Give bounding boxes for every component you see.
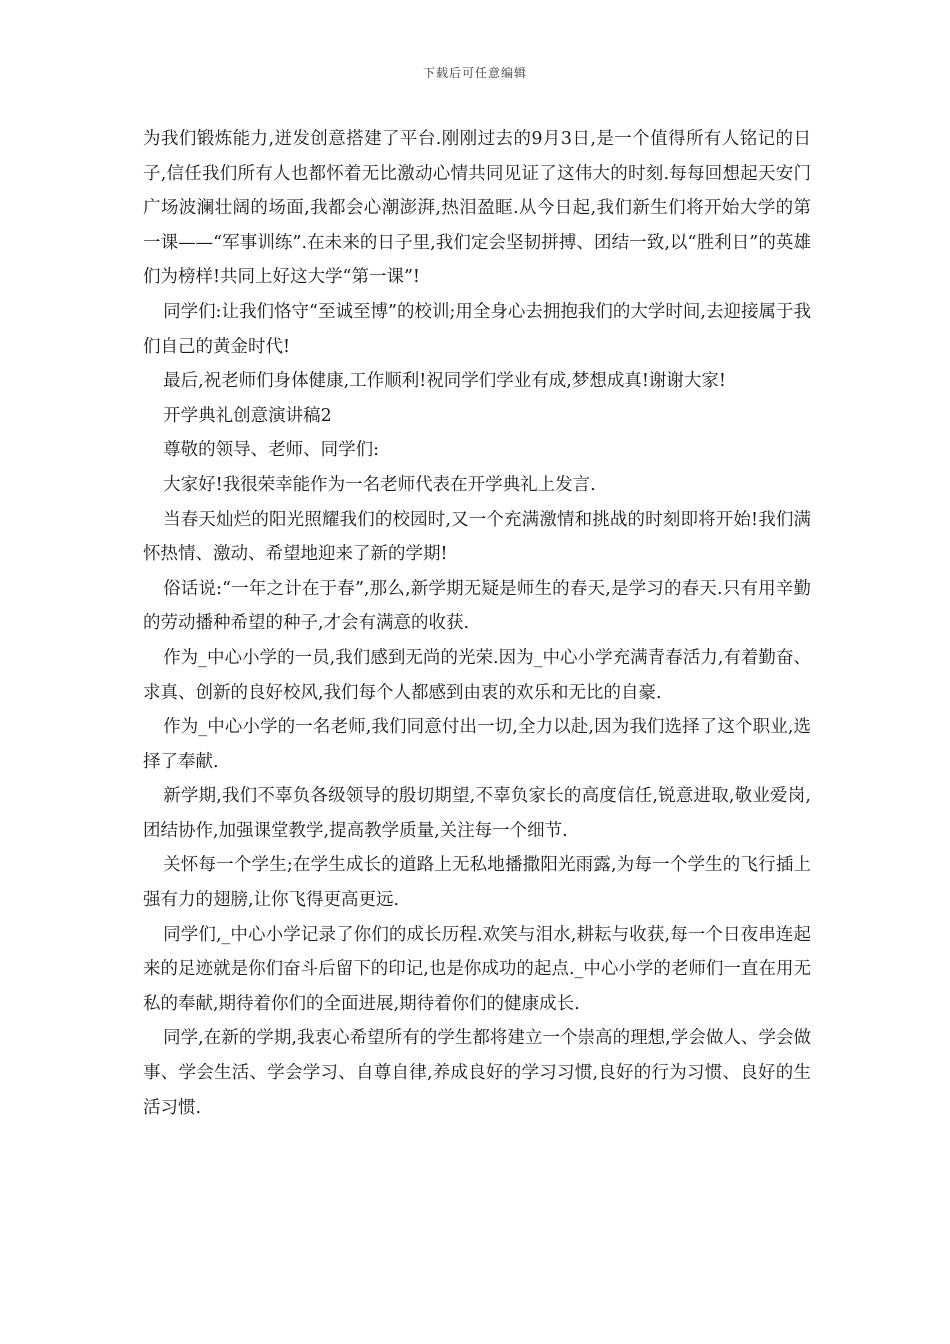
paragraph: 大家好!我很荣幸能作为一名老师代表在开学典礼上发言. (163, 474, 596, 495)
header-note: 下载后可任意编辑 (422, 66, 527, 80)
paragraph: 同学,在新的学期,我衷心希望所有的学生都将建立一个崇高的理想,学会做人、学会做事、学会生活、学会学习、自尊自律,养成良好的学习习惯,良好的行为习惯、良好的生活习惯. (143, 1028, 811, 1118)
paragraph: 俗话说:“一年之计在于春”,那么,新学期无疑是师生的春天,是学习的春天.只有用辛勤的劳动播种希望的种子,才会有满意的收获. (143, 578, 811, 634)
paragraph: 关怀每一个学生;在学生成长的道路上无私地播撒阳光雨露,为每一个学生的飞行插上强有力的翅膀,让你飞得更高更远. (143, 855, 811, 911)
paragraph: 新学期,我们不辜负各级领导的殷切期望,不辜负家长的高度信任,锐意进取,敬业爱岗,团结协作,加强课堂教学,提高教学质量,关注每一个细节. (143, 786, 811, 841)
paragraph: 当春天灿烂的阳光照耀我们的校园时,又一个充满激情和挑战的时刻即将开始!我们满怀热情、激动、希望地迎来了新的学期! (143, 509, 811, 565)
section-title: 开学典礼创意演讲稿2 (163, 405, 332, 426)
paragraph: 同学们:让我们恪守“至诚至博”的校训;用全身心去拥抱我们的大学时间,去迎接属于我们自己的黄金时代! (143, 301, 811, 357)
paragraph: 作为_中心小学的一员,我们感到无尚的光荣.因为_中心小学充满青春活力,有着勤奋、求真、创新的良好校风,我们每个人都感到由衷的欢乐和无比的自豪. (143, 647, 811, 703)
body-text (143, 122, 811, 1125)
paragraph: 最后,祝老师们身体健康,工作顺利!祝同学们学业有成,梦想成真!谢谢大家! (163, 371, 726, 392)
paragraph: 同学们,_中心小学记录了你们的成长历程.欢笑与泪水,耕耘与收获,每一个日夜串连起来的足迹就是你们奋斗后留下的印记,也是你成功的起点._中心小学的老师们一直在用无私的奉献,期待着你们的全面进展,期待着你们的健康成长. (143, 924, 811, 1014)
paragraph: 为我们锻炼能力,迸发创意搭建了平台.刚刚过去的9月3日,是一个值得所有人铭记的日子,信任我们所有人也都怀着无比激动心情共同见证了这伟大的时刻.每每回想起天安门广场波澜壮阔的场面,我都会心潮澎湃,热泪盈眶.从今日起,我们新生们将开始大学的第一课——“军事训练”.在未来的日子里,我们定会坚韧拼搏、团结一致,以“胜利日”的英雄们为榜样!共同上好这大学“第一课”! (143, 129, 811, 288)
paragraph: 作为_中心小学的一名老师,我们同意付出一切,全力以赴,因为我们选择了这个职业,选择了奉献. (143, 717, 811, 772)
salutation: 尊敬的领导、老师、同学们: (163, 440, 380, 461)
